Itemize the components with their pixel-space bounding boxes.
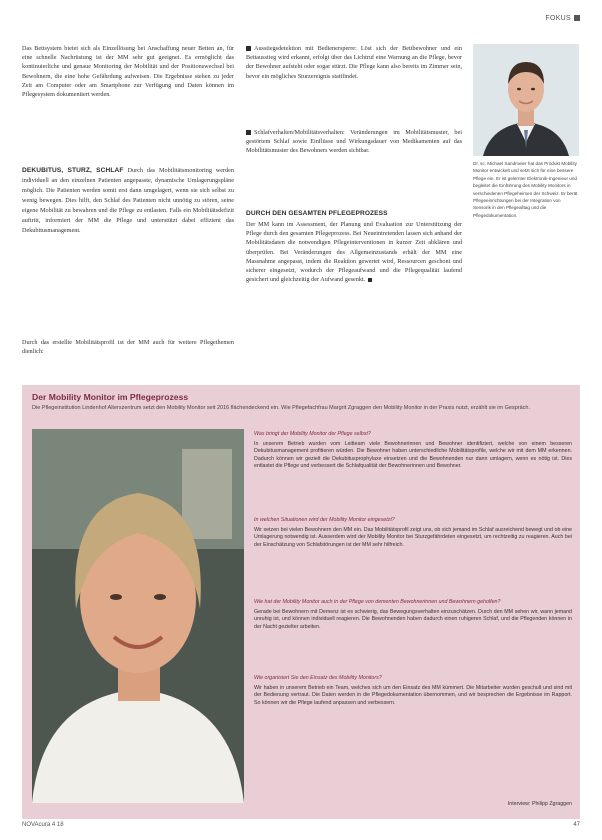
col2-heading: DURCH DEN GESAMTEN PFLEGEPROZESS [246,210,388,217]
interviewee-photo [32,429,244,803]
bullet1-text: Ausstiegsdetektion mit Bedienersperre: Löst sich der Bettbewohner und ein Bettausstieg wird erkannt, erfolgt über das Lichtruf eine Warnung an die Pflege, bevor der Bewohner aufsteht oder sogar stürzt. Die Pflege kann also bereits im Zimmer sein, bevor ein mögliches Sturzereignis stattfindet. [246,45,462,80]
col1-heading: DEKUBITUS, STURZ, SCHLAF [22,167,124,174]
col2-body [246,220,462,284]
footer-publication: NOVAcura 4 18 [22,822,64,828]
qa-answer: Gerade bei Bewohnern mit Demenz ist es schwierig, das Bewegungsverhalten einzuschätzen. Durch den MM sehen wir, wann jemand unruhig ist, und können individuell reagieren. Die Bewohnenden haben dadurch einen ruhigeren Schlaf, und die Pflegenden können in der Nacht gezielter arbeiten. [254,608,572,630]
qa-item [254,675,572,707]
portrait-caption: Dr. sc. Michael Sandmeier hat das Produkt Mobility Monitor entwickelt und setzt sich für eine bessere Pflege ein. Er ist gelernter Elektronik-Ingenieur und begleitet die Einführung des Mobility Monitors in verschiedenen Pflegeheimen der Schweiz. Er berät Pflegeeinrichtungen bei der Integration von Sensorik in den Pflegealltag und die Pflegedokumentation. [473,161,578,218]
col1-intro: Das Bettsystem bietet sich als Einzellösung bei Anschaffung neuer Betten an, für eine schnelle Nachrüstung ist der MM sehr gut geeignet. Es ermöglicht das kontinuierliche und genaue Monitoring der Mobilität und der Positionswechsel bei Bewohnern, die eine hohe Gefährdung aufweisen. Die Ergebnisse stehen zu jeder Zeit am Computer oder am Smartphone zur Verfügung und Daten können im Pflegesystem dokumentiert werden. [22,45,234,99]
section-label: FOKUS [545,15,580,22]
page-number: 47 [573,822,580,828]
author-portrait [473,44,579,156]
col2-body-text: Der MM kann im Assessment, der Planung und Evaluation zur Unterstützung der Pflege durch den gesamten Pflegeprozess. Bei Neueintretenden lassen sich anhand der Mobilitätsdaten die notwendigen Pflegeinterventionen in kurzer Zeit abklären und überprüfen. Bei Veränderungen des Allgemeinzustands erhält der MM eine Massnahme angepasst, indem die Reaktion gewertet wird, Ressourcen geschont und sicherer eingesetzt, wodurch der Pflegeaufwand und die Pflegequalität laufend gesichert und gleichzeitig der Aufwand gesenkt. [246,221,462,284]
col1-body1: Durch das Mobilitätsmonitoring werden individuell an den einzelnen Patienten angepasste, dynamische Umlagerungspläne möglich. Die Patienten werden somit erst dann umgelagert, wenn sie sich selbst zu wenig bewegen. Dies hilft, den Schlaf des Patienten nicht unnötig zu stören, seine eigene Mobilität zu bewahren und die Pflege zu entlasten. Falls ein Mobilitätsdefizit auftritt, informiert der MM die Pflege und unterstützt dabei effizient das Dekubitusmanagement. [22,167,234,234]
qa-item [254,431,572,471]
qa-question: In welchen Situationen wird der Mobility Monitor eingesetzt? [254,517,395,523]
col2-bullet1 [246,44,462,81]
box-intro: Die Pflegeinstitution Lindenhof Alterszentrum setzt den Mobility Monitor seit 2016 flächendeckend ein. Wie Pflegefachfrau Margrit Zgraggen den Mobility Monitor in der Praxis nutzt, erzählt sie im Gespräch. [32,405,530,411]
qa-question: Was bringt der Mobility Monitor der Pflege selbst? [254,431,371,437]
qa-answer: Wir setzen bei vielen Bewohnern den MM ein. Das Mobilitätsprofil zeigt uns, ob sich jemand im Schlaf ausreichend bewegt und ob eine Umlagerung notwendig ist. Ausserdem wird der Mobility Monitor bei Sturzgefährdeten eingesetzt, um rechtzeitig zu reagieren. Auch bei der Einschätzung von Schlafstörungen ist der MM sehr hilfreich. [254,526,572,548]
qa-question: Wie hat der Mobility Monitor auch in der Pflege von dementen Bewohnerinnen und Bewohnern geholfen? [254,599,501,605]
col2-bullet2 [246,128,462,156]
col1-body [22,166,234,236]
interview-signature: Interview: Philipp Zgraggen [507,801,572,807]
qa-answer: Wir haben in unserem Betrieb ein Team, welches sich um den Einsatz des MM kümmert. Die Mitarbeiter wurden geschult und sind mit der Bedienung vertraut. Die Daten werden in die Pflegedokumentation übernommen, und wir besprechen die Ergebnisse im Rapport. So können wir die Pflege laufend anpassen und verbessern. [254,684,572,706]
qa-answer: In unserem Betrieb wurden vom Leitteam viele Bewohnerinnen und Bewohner identifiziert, welche von einem besseren Dekubitusmanagement profitieren würden. Die Bewohner haben unterschiedliche Mobilitätsprofile, welche wir mit dem MM erkennen. Dadurch können wir gezielt die Dekubitusprophylaxe einsetzen und die Bewohnenden nur dann umlagern, wenn es nötig ist. Dies entlastet die Pflege und verbessert die Schlafqualität der Bewohnerinnen und Bewohner. [254,440,572,469]
qa-item [254,599,572,631]
interview-box [22,385,580,819]
article-end-marker [368,278,372,282]
portrait-photo [473,44,579,156]
bullet2-text: Schlafverhalten/Mobilitätsverhalten: Veränderungen im Mobilitätsmuster, bei gestörtem Schlaf sowie Einflüsse und Wirkungsdauer von Medikamenten auf das Mobilitätsmuster des Bewohners werden sichtbar. [246,129,462,155]
col1-body2: Durch das erstellte Mobilitätsprofil ist der MM auch für weitere Pflegethemen dienlich: [22,339,234,356]
bullet-marker [246,130,251,135]
qa-item [254,517,572,549]
bullet-marker [246,46,251,51]
section-marker [574,15,580,21]
interviewee-image [32,429,244,803]
box-title: Der Mobility Monitor im Pflegeprozess [32,392,189,402]
qa-question: Wie organisiert Sie den Einsatz des Mobility Monitors? [254,675,382,681]
